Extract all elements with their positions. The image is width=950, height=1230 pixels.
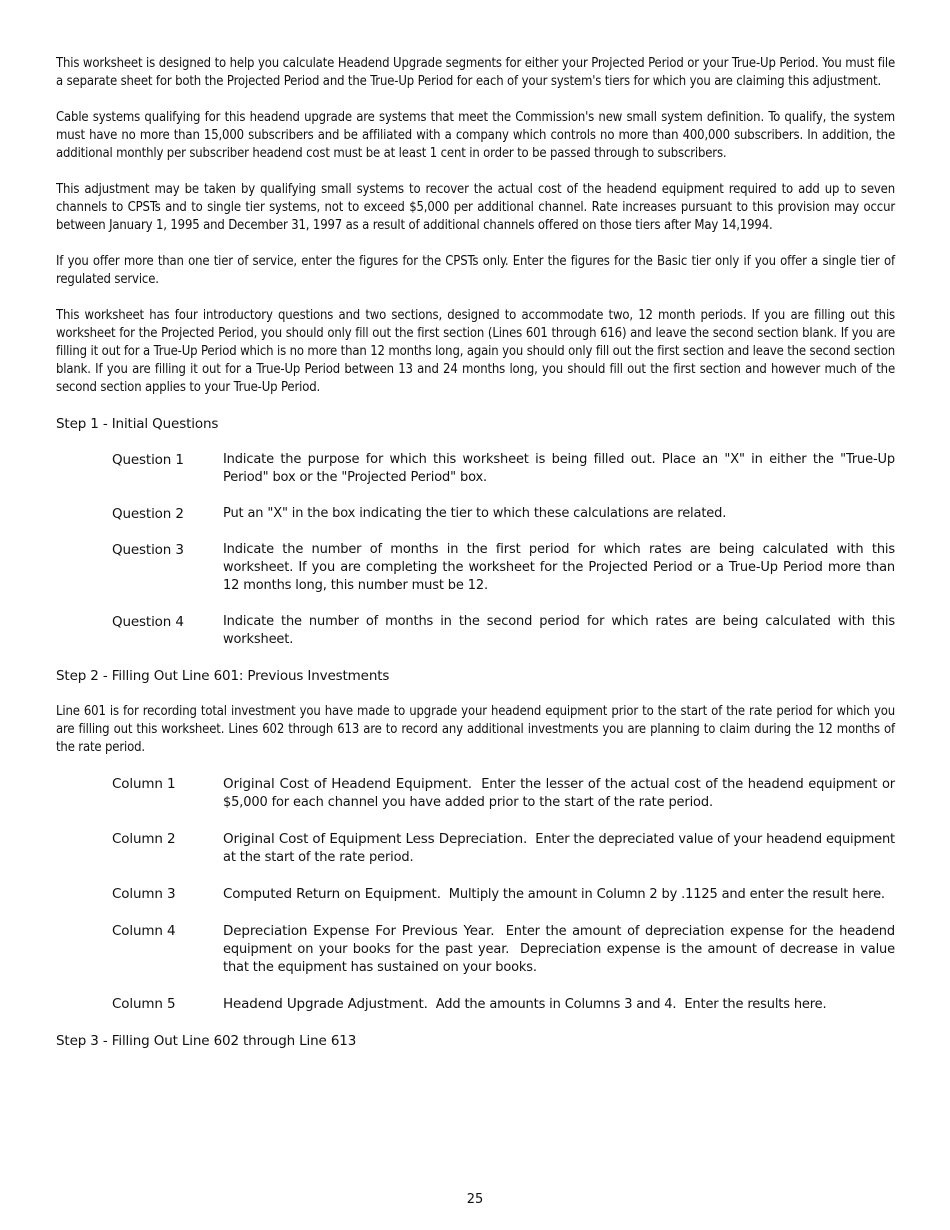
column-3 (112, 885, 895, 904)
column-label: Column 4 (112, 923, 176, 939)
column-title: Original Cost of Equipment Less Depreciation. (223, 831, 528, 847)
question-text: Indicate the number of months in the second period for which rates are being calculated with this worksheet. (223, 614, 895, 647)
column-description (223, 995, 895, 1014)
column-title: Headend Upgrade Adjustment. (223, 996, 428, 1012)
column-instructions: Multiply the amount in Column 2 by .1125 and enter the result here. (440, 887, 885, 902)
column-label: Column 3 (112, 886, 176, 902)
question-2 (112, 505, 895, 523)
column-description (223, 885, 895, 904)
column-instructions: Add the amounts in Columns 3 and 4. Enter the results here. (427, 997, 827, 1012)
column-title: Depreciation Expense For Previous Year. (223, 923, 495, 939)
column-instructions: Enter the depreciated value of your headend equipment at the start of the rate period. (223, 832, 899, 865)
question-text: Indicate the purpose for which this worksheet is being filled out. Place an "X" in either the "True-Up Period" box or the "Projected Period" box. (223, 452, 895, 485)
step3-heading: Step 3 - Filling Out Line 602 through Line 613 (56, 1033, 357, 1049)
question-label: Question 1 (112, 452, 184, 468)
step1-heading: Step 1 - Initial Questions (56, 416, 219, 432)
intro-paragraph-4: If you offer more than one tier of service, enter the figures for the CPSTs only. Enter the figures for the Basic tier only if you offer a single tier of regulated service. (56, 254, 895, 287)
question-label: Question 4 (112, 614, 184, 630)
column-description (223, 922, 899, 977)
column-label: Column 1 (112, 776, 176, 792)
page-number: 25 (466, 1192, 484, 1207)
column-2 (112, 830, 899, 867)
intro-paragraph-1: This worksheet is designed to help you calculate Headend Upgrade segments for either your Projected Period or your True-Up Period. You must file a separate sheet for both the Projected Period and the True-Up Period for each of your system's tiers for which you are claiming this adjustment. (56, 56, 895, 89)
question-label: Question 3 (112, 542, 184, 558)
column-instructions: Enter the amount of depreciation expense for the headend equipment on your books for the past year. Depreciation expense is the amount of decrease in value that the equipment has sustained on your books. (223, 924, 899, 975)
document-page (56, 55, 899, 1068)
column-4 (112, 922, 899, 977)
column-description (223, 830, 899, 867)
question-text: Put an "X" in the box indicating the tier to which these calculations are related. (223, 506, 727, 521)
intro-paragraph-2: Cable systems qualifying for this headend upgrade are systems that meet the Commission's new small system definition. To qualify, the system must have no more than 15,000 subscribers and be affiliated with a company which controls no more than 400,000 subscribers. In addition, the additional monthly per subscriber headend cost must be at least 1 cent in order to be passed through to subscribers. (56, 110, 895, 161)
column-label: Column 2 (112, 831, 176, 847)
column-description (223, 775, 899, 812)
column-label: Column 5 (112, 996, 176, 1012)
column-1 (112, 775, 899, 812)
question-label: Question 2 (112, 506, 184, 522)
question-3 (112, 541, 895, 595)
question-text: Indicate the number of months in the first period for which rates are being calculated with this worksheet. If you are completing the worksheet for the Projected Period or a True-Up Period more than 12 months long, this number must be 12. (223, 542, 895, 593)
column-5 (112, 995, 895, 1014)
column-title: Computed Return on Equipment. (223, 886, 441, 902)
column-instructions: Enter the lesser of the actual cost of the headend equipment or $5,000 for each channel you have added prior to the start of the rate period. (223, 777, 899, 810)
question-4 (112, 613, 895, 649)
column-title: Original Cost of Headend Equipment. (223, 776, 472, 792)
intro-paragraph-3: This adjustment may be taken by qualifying small systems to recover the actual cost of the headend equipment required to add up to seven channels to CPSTs and to single tier systems, not to exceed $5,000 per additional channel. Rate increases pursuant to this provision may occur between January 1, 1995 and December 31, 1997 as a result of additional channels offered on those tiers after May 14,1994. (56, 182, 895, 233)
intro-paragraph-5: This worksheet has four introductory questions and two sections, designed to accommodate two, 12 month periods. If you are filling out this worksheet for the Projected Period, you should only fill out the first section (Lines 601 through 616) and leave the second section blank. If you are filling it out for a True-Up Period which is no more than 12 months long, again you should only fill out the first section and leave the second section blank. If you are filling it out for a True-Up Period between 13 and 24 months long, you should fill out the first section and however much of the second section applies to your True-Up Period. (56, 308, 895, 395)
step2-paragraph: Line 601 is for recording total investment you have made to upgrade your headend equipment prior to the start of the rate period for which you are filling out this worksheet. Lines 602 through 613 are to record any additional investments you are planning to claim during the 12 months of the rate period. (56, 704, 895, 755)
question-1 (112, 451, 895, 487)
step2-heading: Step 2 - Filling Out Line 601: Previous Investments (56, 668, 390, 684)
